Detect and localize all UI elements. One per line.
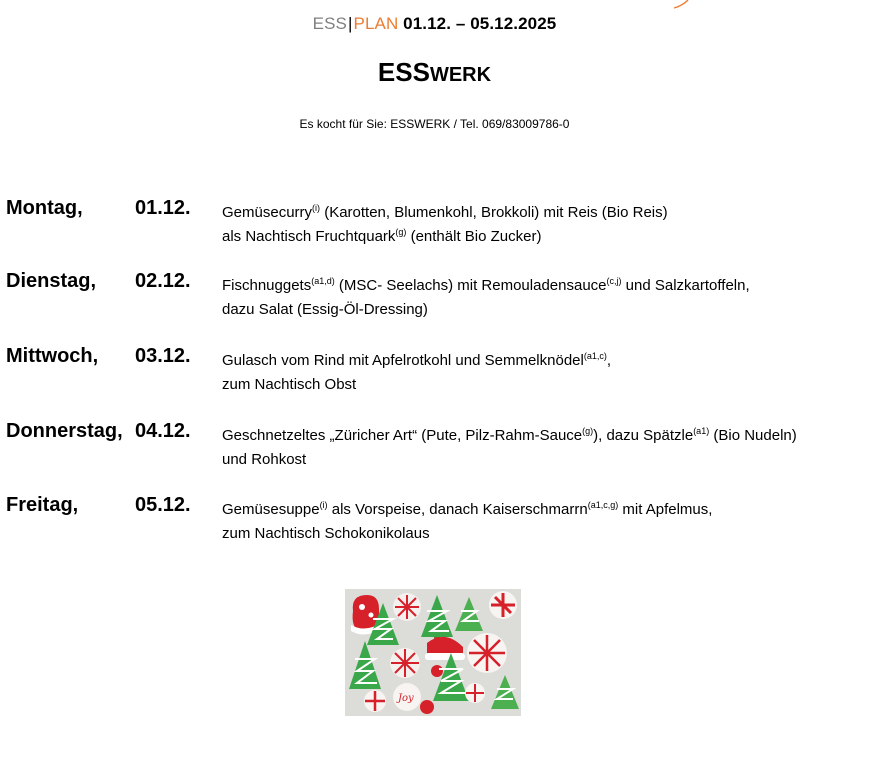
brand-part-ess: ESS (377, 57, 430, 87)
corner-swoosh-decoration (672, 0, 692, 10)
cookies-illustration (345, 589, 521, 716)
dish-text: ), dazu Spätzle (593, 427, 694, 444)
dish-text: (enthält Bio Zucker) (406, 228, 542, 245)
allergen-code: (g) (395, 227, 407, 237)
dish-text: (Karotten, Blumenkohl, Brokkoli) mit Reis (Bio Reis) (320, 204, 668, 221)
day-name: Mittwoch, (6, 345, 99, 367)
day-name: Montag, (6, 197, 83, 219)
dish-line1 (222, 349, 611, 373)
dish-text: dazu Salat (Essig-Öl-Dressing) (222, 301, 428, 318)
dish-text: und Rohkost (222, 451, 307, 468)
dish-line2 (222, 373, 611, 397)
dish-line1 (222, 201, 668, 225)
dish-description (222, 424, 797, 472)
dish-description (222, 274, 750, 322)
dish-text: zum Nachtisch Schokonikolaus (222, 525, 430, 542)
dish-description (222, 201, 668, 249)
allergen-code: (i) (312, 203, 321, 213)
day-date: 05.12. (135, 494, 191, 516)
header-dates: 01.12. – 05.12.2025 (403, 14, 557, 33)
allergen-code: (i) (319, 500, 328, 510)
dish-text: Geschnetzeltes „Züricher Art“ (Pute, Pilz-Rahm-Sauce (222, 427, 583, 444)
dish-description (222, 498, 712, 546)
allergen-code: (a1,c,g) (587, 500, 619, 510)
dish-line2 (222, 298, 750, 322)
allergen-code: (a1,d) (311, 276, 335, 286)
dish-line2 (222, 225, 668, 249)
dish-text: Fischnuggets (222, 277, 312, 294)
header-separator: | (348, 14, 353, 33)
dish-text: und Salzkartoffeln, (621, 277, 750, 294)
dish-text: Gemüsesuppe (222, 501, 320, 518)
dish-line1 (222, 274, 750, 298)
dish-text: Gulasch vom Rind mit Apfelrotkohl und Semmelknödel (222, 352, 584, 369)
day-name: Freitag, (6, 494, 79, 516)
dish-text: , (606, 352, 612, 369)
joy-cookie-text: Joy (398, 693, 414, 704)
day-date: 03.12. (135, 345, 191, 367)
day-name: Donnerstag, (6, 420, 123, 442)
dish-line2 (222, 448, 797, 472)
day-date: 01.12. (135, 197, 191, 219)
header-ess: ESS (312, 14, 347, 33)
brand-title (0, 57, 869, 88)
allergen-code: (g) (582, 426, 594, 436)
dish-text: (Bio Nudeln) (709, 427, 797, 444)
dish-description (222, 349, 611, 397)
allergen-code: (a1) (693, 426, 710, 436)
contact-line: Es kocht für Sie: ESSWERK / Tel. 069/83009786-0 (299, 117, 570, 131)
day-date: 02.12. (135, 270, 191, 292)
dish-line2 (222, 522, 712, 546)
brand-part-werk: WERK (429, 64, 492, 86)
dish-text: als Vorspeise, danach Kaiserschmarrn (327, 501, 588, 518)
dish-text: zum Nachtisch Obst (222, 376, 357, 393)
dish-line1 (222, 498, 712, 522)
header-plan: PLAN (353, 14, 399, 33)
dish-text: Gemüsecurry (222, 204, 313, 221)
day-date: 04.12. (135, 420, 191, 442)
dish-text: mit Apfelmus, (618, 501, 713, 518)
christmas-cookies-image (345, 589, 521, 716)
allergen-code: (a1,c) (583, 351, 607, 361)
dish-text: (MSC- Seelachs) mit Remouladensauce (334, 277, 607, 294)
dish-line1 (222, 424, 797, 448)
plan-header (0, 14, 869, 34)
dish-text: als Nachtisch Fruchtquark (222, 228, 396, 245)
day-name: Dienstag, (6, 270, 97, 292)
allergen-code: (c,j) (606, 276, 622, 286)
